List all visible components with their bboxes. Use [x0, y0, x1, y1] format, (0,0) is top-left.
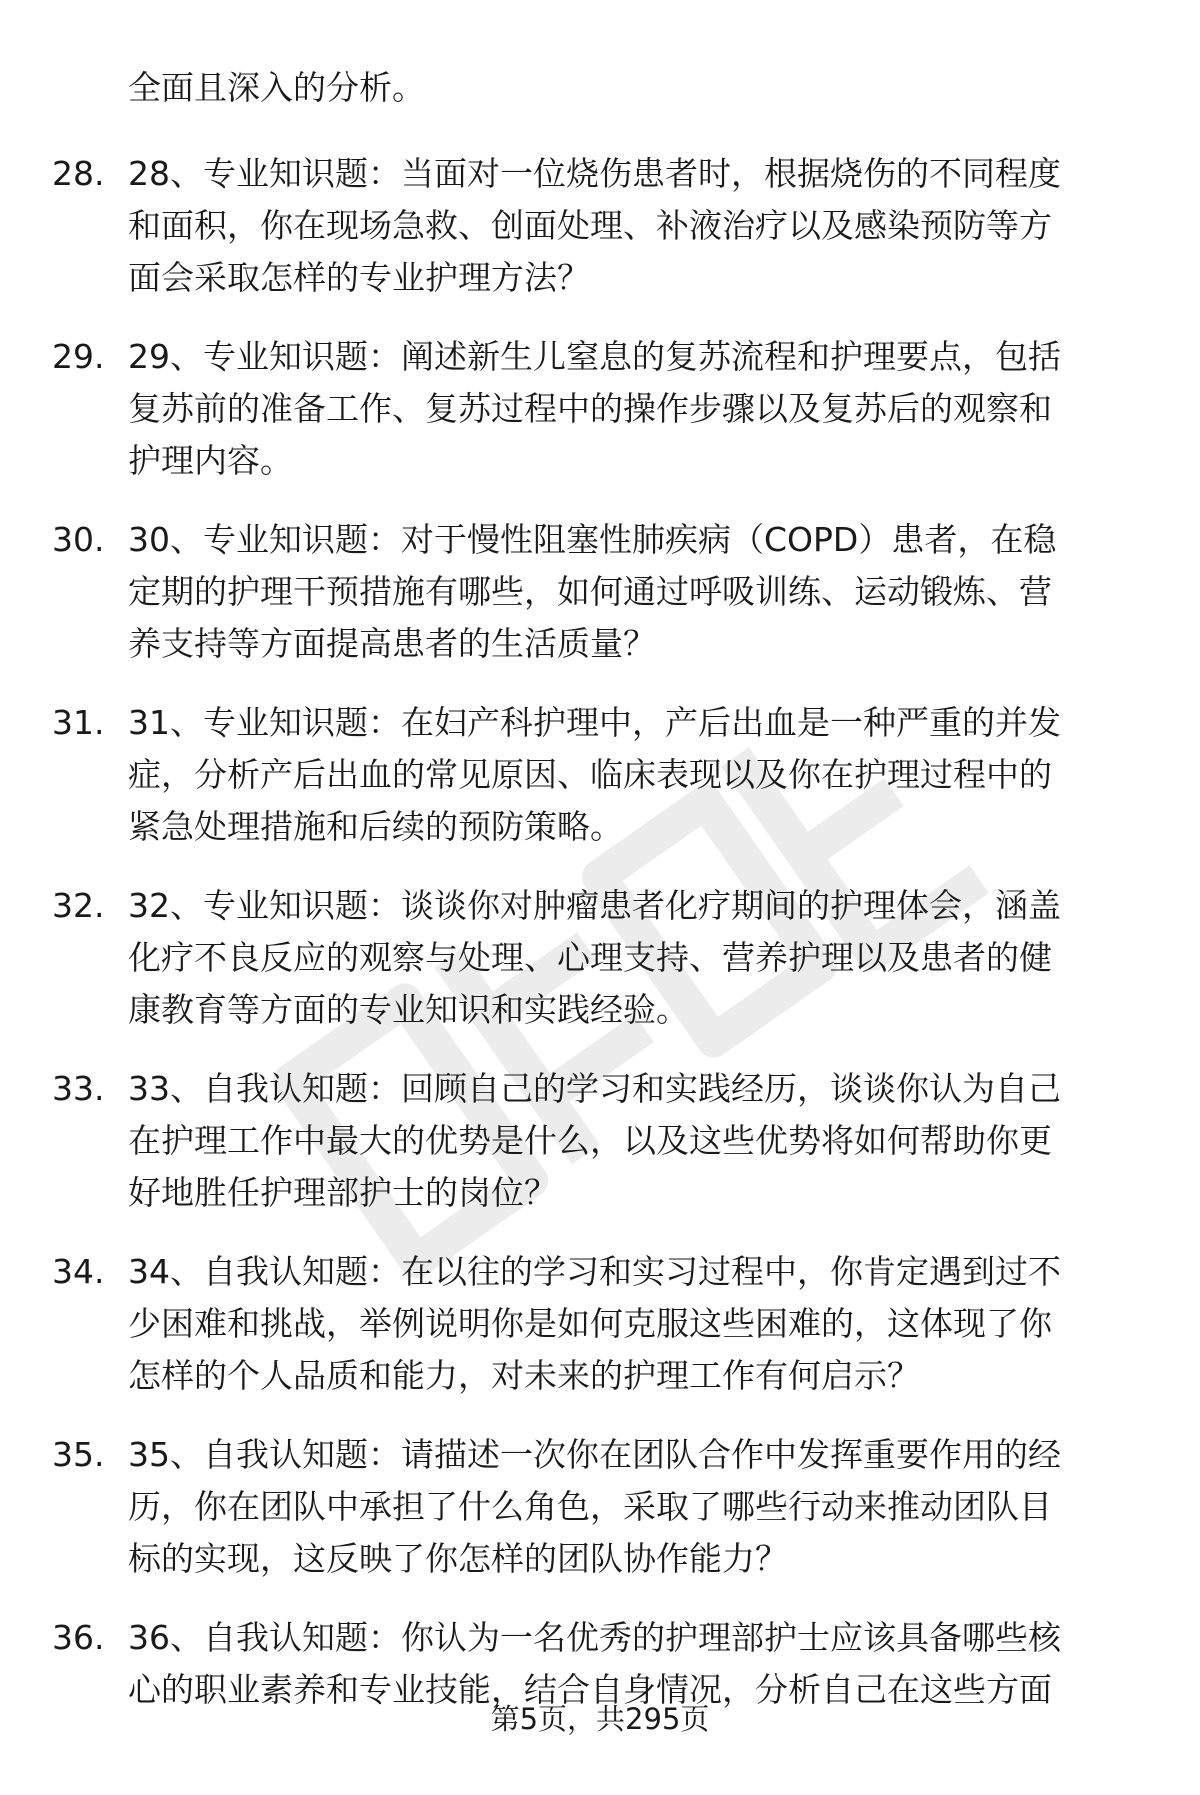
question-number: 36.: [52, 1618, 105, 1657]
question-text-line: 定期的护理干预措施有哪些，如何通过呼吸训练、运动锻炼、营: [128, 572, 1052, 611]
question-text-line: 标的实现，这反映了你怎样的团队协作能力？: [128, 1539, 788, 1578]
question-text-line: 在护理工作中最大的优势是什么，以及这些优势将如何帮助你更: [128, 1121, 1052, 1160]
question-text-line: 康教育等方面的专业知识和实践经验。: [128, 990, 689, 1029]
question-text-line: 33、自我认知题：回顾自己的学习和实践经历，谈谈你认为自己: [128, 1069, 1061, 1108]
question-text-line: 28、专业知识题：当面对一位烧伤患者时，根据烧伤的不同程度: [128, 154, 1061, 193]
question-number: 33.: [52, 1069, 105, 1108]
question-text: [128, 514, 1158, 670]
question-text-line: 35、自我认知题：请描述一次你在团队合作中发挥重要作用的经: [128, 1435, 1061, 1474]
question-list: [0, 148, 1200, 1795]
question-text-line: 复苏前的准备工作、复苏过程中的操作步骤以及复苏后的观察和: [128, 389, 1052, 428]
question-text-line: 30、专业知识题：对于慢性阻塞性肺疾病（COPD）患者，在稳: [128, 520, 1057, 559]
question-text-line: 症，分析产后出血的常见原因、临床表现以及你在护理过程中的: [128, 755, 1052, 794]
question-text: [128, 1429, 1158, 1585]
question-text: [128, 697, 1158, 853]
question-number: 29.: [52, 337, 105, 376]
question-text-line: 32、专业知识题：谈谈你对肿瘤患者化疗期间的护理体会，涵盖: [128, 886, 1061, 925]
question-text: [128, 1246, 1158, 1402]
question-item: [0, 148, 1200, 331]
question-item: [0, 697, 1200, 880]
question-text-line: 和面积，你在现场急救、创面处理、补液治疗以及感染预防等方: [128, 206, 1052, 245]
question-text-line: 怎样的个人品质和能力，对未来的护理工作有何启示？: [128, 1356, 920, 1395]
question-text: [128, 880, 1158, 1036]
question-text-line: 心的职业素养和专业技能，结合自身情况，分析自己在这些方面: [128, 1670, 1052, 1709]
question-text-line: 好地胜任护理部护士的岗位？: [128, 1173, 557, 1212]
question-text-line: 31、专业知识题：在妇产科护理中，产后出血是一种严重的并发: [128, 703, 1061, 742]
question-number: 35.: [52, 1435, 105, 1474]
question-number: 28.: [52, 154, 105, 193]
question-text-line: 面会采取怎样的专业护理方法？: [128, 258, 590, 297]
question-number: 32.: [52, 886, 105, 925]
question-item: [0, 1063, 1200, 1246]
question-text-line: 29、专业知识题：阐述新生儿窒息的复苏流程和护理要点，包括: [128, 337, 1061, 376]
question-text-line: 少困难和挑战，举例说明你是如何克服这些困难的，这体现了你: [128, 1304, 1052, 1343]
question-item: [0, 1246, 1200, 1429]
question-text-line: 34、自我认知题：在以往的学习和实习过程中，你肯定遇到过不: [128, 1252, 1061, 1291]
question-text-line: 化疗不良反应的观察与处理、心理支持、营养护理以及患者的健: [128, 938, 1052, 977]
question-text-line: 护理内容。: [128, 441, 293, 480]
question-text: [128, 1063, 1158, 1219]
question-number: 34.: [52, 1252, 105, 1291]
page-footer: 第5页，共295页: [490, 1702, 710, 1736]
question-text-line: 紧急处理措施和后续的预防策略。: [128, 807, 623, 846]
question-item: [0, 514, 1200, 697]
question-number: 30.: [52, 520, 105, 559]
question-item: [0, 1429, 1200, 1612]
question-text-line: 历，你在团队中承担了什么角色，采取了哪些行动来推动团队目: [128, 1487, 1052, 1526]
question-text-line: 养支持等方面提高患者的生活质量？: [128, 624, 656, 663]
question-number: 31.: [52, 703, 105, 742]
question-text-line: 36、自我认知题：你认为一名优秀的护理部护士应该具备哪些核: [128, 1618, 1061, 1657]
question-text: [128, 331, 1158, 487]
question-item: [0, 880, 1200, 1063]
question-text: [128, 148, 1158, 304]
intro-continuation-text: 全面且深入的分析。: [128, 68, 425, 107]
question-item: [0, 331, 1200, 514]
